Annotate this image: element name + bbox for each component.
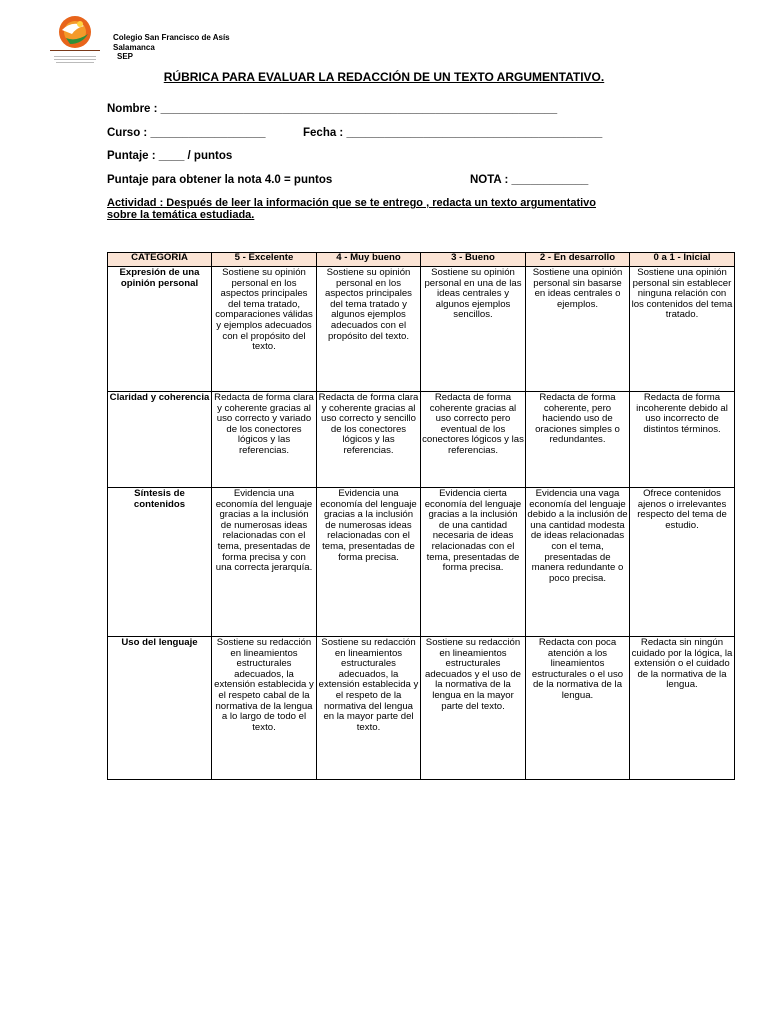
header-excelente: 5 - Excelente	[212, 253, 317, 267]
table-cell: Redacta de forma coherente, pero haciendo uso de oraciones simples o redundantes.	[526, 392, 630, 488]
table-row	[108, 392, 735, 488]
school-logo	[42, 12, 108, 66]
header-muy-bueno: 4 - Muy bueno	[317, 253, 421, 267]
table-cell: Ofrece contenidos ajenos o irrelevantes respecto del tema de estudio.	[630, 488, 735, 637]
school-name: Colegio San Francisco de Asís	[113, 33, 230, 42]
table-cell: Redacta con poca atención a los lineamientos estructurales o el uso de la normativa de la lengua.	[526, 637, 630, 780]
table-cell: Redacta de forma incoherente debido al uso incorrecto de distintos términos.	[630, 392, 735, 488]
table-cell: Evidencia una economía del lenguaje gracias a la inclusión de numerosas ideas relacionadas con el tema, presentadas de forma precisa.	[317, 488, 421, 637]
table-cell: Sostiene una opinión personal sin establecer ninguna relación con los contenidos del tema tratado.	[630, 267, 735, 392]
table-cell: Sostiene su redacción en lineamientos estructurales adecuados y el uso de la normativa de la lengua en la mayor parte del texto.	[421, 637, 526, 780]
activity-instructions: Actividad : Después de leer la información que se te entrego , redacta un texto argumentativo sobre la temática estudiada.	[107, 197, 597, 221]
row-category: Síntesis de contenidos	[108, 488, 212, 637]
table-cell: Redacta sin ningún cuidado por la lógica, la extensión o el cuidado de la normativa de la lengua.	[630, 637, 735, 780]
row-category: Claridad y coherencia	[108, 392, 212, 488]
header-bueno: 3 - Bueno	[421, 253, 526, 267]
puntaje-nota-field: Puntaje para obtener la nota 4.0 = puntos	[107, 174, 333, 186]
table-cell: Evidencia cierta economía del lenguaje gracias a la inclusión de una cantidad necesaria de ideas relacionadas con el tema, presentadas de forma precisa.	[421, 488, 526, 637]
fecha-field: Fecha : ________________________________________	[303, 127, 603, 139]
table-cell: Evidencia una economía del lenguaje gracias a la inclusión de numerosas ideas relacionadas con el tema, presentadas de forma precisa y con una correcta jerarquía.	[212, 488, 317, 637]
table-row	[108, 637, 735, 780]
table-cell: Sostiene su opinión personal en los aspectos principales del tema tratado y algunos ejemplos adecuados con el propósito del texto.	[317, 267, 421, 392]
table-cell: Evidencia una vaga economía del lenguaje debido a la inclusión de una cantidad modesta de ideas relacionadas con el tema, presentadas de manera redundante o poco precisa.	[526, 488, 630, 637]
table-cell: Sostiene su opinión personal en los aspectos principales del tema tratado, comparaciones válidas y ejemplos adecuados con el propósito del texto.	[212, 267, 317, 392]
table-row	[108, 267, 735, 392]
header-inicial: 0 a 1 - Inicial	[630, 253, 735, 267]
table-cell: Sostiene su redacción en lineamientos estructurales adecuados, la extensión establecida y el respeto cabal de la normativa de la lengua a lo largo de todo el texto.	[212, 637, 317, 780]
curso-field: Curso : __________________	[107, 127, 266, 139]
nota-field: NOTA : ____________	[470, 174, 589, 186]
table-cell: Sostiene una opinión personal sin basarse en ideas centrales o ejemplos.	[526, 267, 630, 392]
table-cell: Redacta de forma coherente gracias al uso correcto pero eventual de los conectores lógicos y las referencias.	[421, 392, 526, 488]
header-categoria: CATEGORIA	[108, 253, 212, 267]
header-en-desarrollo: 2 - En desarrollo	[526, 253, 630, 267]
table-cell: Redacta de forma clara y coherente gracias al uso correcto y sencillo de los conectores lógicos y las referencias.	[317, 392, 421, 488]
table-cell: Sostiene su opinión personal en una de las ideas centrales y algunos ejemplos sencillos.	[421, 267, 526, 392]
rubric-table	[107, 252, 735, 780]
table-row	[108, 488, 735, 637]
school-sep: SEP	[117, 52, 134, 61]
school-city: Salamanca	[113, 42, 155, 52]
table-cell: Sostiene su redacción en lineamientos estructurales adecuados, la extensión establecida y el respeto de la normativa del lengua en la mayor parte del texto.	[317, 637, 421, 780]
rubric-header-row	[108, 253, 735, 267]
row-category: Expresión de una opinión personal	[108, 267, 212, 392]
integracion-escolar-logo-icon	[42, 12, 108, 66]
table-cell: Redacta de forma clara y coherente gracias al uso correcto y variado de los conectores lógicos y las referencias.	[212, 392, 317, 488]
row-category: Uso del lenguaje	[108, 637, 212, 780]
school-info	[113, 33, 230, 62]
puntaje-field: Puntaje : ____ / puntos	[107, 150, 233, 162]
page-title: RÚBRICA PARA EVALUAR LA REDACCIÓN DE UN TEXTO ARGUMENTATIVO.	[163, 70, 605, 84]
nombre-field: Nombre : ______________________________________________________________	[107, 103, 558, 115]
